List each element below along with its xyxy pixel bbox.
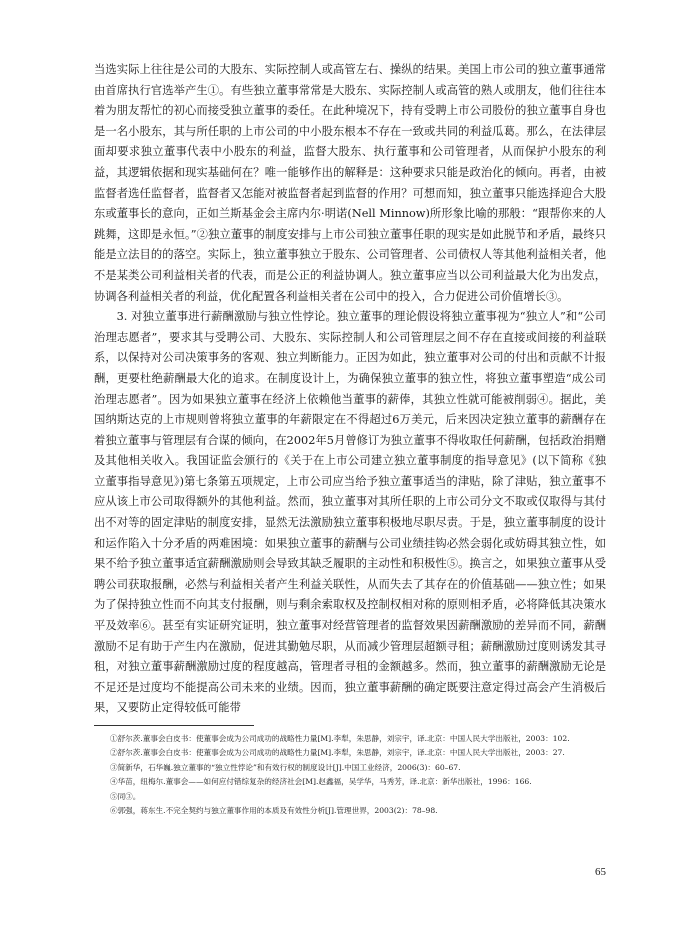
body-paragraph-2: 3. 对独立董事进行薪酬激励与独立性悖论。独立董事的理论假设将独立董事视为“独立人”和“公司治理志愿者”，要求其与受聘公司、大股东、实际控制人和公司管理层之间不存在直接或间接的利益联系，以保持对公司决策事务的客观、独立判断能力。正因为如此，独立董事对公司的付出和贡献不计报酬，更要杜绝薪酬最大化的追求。在制度设计上，为确保独立董事的独立性，将独立董事塑造“成公司治理志愿者”。因为如果独立董事在经济上依赖他当董事的薪俸，其独立性就可能被削弱④。据此，美国纳斯达克的上市规则曾将独立董事的年薪限定在不得超过6万美元，后来因决定独立董事的薪酬存在着独立董事与管理层有合谋的倾向，在2002年5月曾修订为独立董事不得收取任何薪酬，包括政治捐赠及其他相关收入。我国证监会颁行的《关于在上市公司建立独立董事制度的指导意见》(以下简称《独立董事指导意见》)第七条第五项规定，上市公司应当给予独立董事适当的津贴，除了津贴，独立董事不应从该上市公司取得额外的其他利益。然而，独立董事对其所任职的上市公司分文不取或仅取得与其付出不对等的固定津贴的制度安排，显然无法激励独立董事积极地尽职尽责。于是，独立董事制度的设计和运作陷入十分矛盾的两难困境：如果独立董事的薪酬与公司业绩挂钩必然会弱化或妨碍其独立性，如果不给予独立董事适宜薪酬激励则会导致其缺乏履职的主动性和积极性⑤。换言之，如果独立董事从受聘公司获取报酬，必然与利益相关者产生利益关联性，从而失去了其存在的价值基础——独立性；如果为了保持独立性而不向其支付报酬，则与剩余索取权及控制权相对称的原则相矛盾，必将降低其决策水平及效率⑥。甚至有实证研究证明，独立董事对经营管理者的监督效果因薪酬激励的差异而不同，薪酬激励不足有助于产生内在激励，促进其勤勉尽职，从而减少管理层超额寻租；薪酬激励过度则诱发其寻租，对独立董事薪酬激励过度的程度越高，管理者寻租的金额越多。然而，独立董事的薪酬激励无论是不足还是过度均不能提高公司未来的业绩。因而，独立董事薪酬的确定既要注意定得过高会产生消极后果，又要防止定得较低可能带 [94,310,606,715]
footnote-3: ③简新华，石华巍.独立董事的“独立性悖论”和有效行权的制度设计[J].中国工业经济，2006(3)：60–67. [110,762,461,772]
footnote-2: ②舒尔茨.董事会白皮书：使董事会成为公司成功的战略性力量[M].李犁，朱思静，刘宗宇，译.北京：中国人民大学出版社，2003：27. [110,748,565,758]
footnote-1: ①舒尔茨.董事会白皮书：使董事会成为公司成功的战略性力量[M].李犁，朱思静，刘宗宇，译.北京：中国人民大学出版社，2003：102. [110,734,570,743]
page-body [94,60,606,818]
page-number: 65 [595,866,606,878]
footnote-4: ④华苗，纽梅尔.董事会——如何应付错综复杂的经济社会[M].赵鑫福，吴学华，马秀芳，译.北京：新华出版社，1996：166. [110,777,532,787]
footnotes [94,732,606,818]
footnote-6: ⑥郭强，蒋东生.不完全契约与独立董事作用的本质及有效性分析[J].管理世界，2003(2)：78–98. [110,806,438,816]
footnote-5: ⑤同③。 [110,791,141,801]
body-paragraph-1: 当选实际上往往是公司的大股东、实际控制人或高管左右、操纵的结果。美国上市公司的独立董事通常由首席执行官选举产生①。有些独立董事常常是大股东、实际控制人或高管的熟人或朋友，他们往往本着为朋友帮忙的初心而接受独立董事的委任。在此种境况下，持有受聘上市公司股份的独立董事自身也是一名小股东，其与所任职的上市公司的中小股东根本不存在一致或共同的利益瓜葛。那么，在法律层面却要求独立董事代表中小股东的利益，监督大股东、执行董事和公司管理者，从而保护小股东的利益，其逻辑依据和现实基础何在？唯一能够作出的解释是：这种要求只能是政治化的倾向。再者，由被监督者选任监督者，监督者又怎能对被监督者起到监督的作用？可想而知，独立董事只能选择迎合大股东或董事长的意向，正如兰斯基金会主席内尔·明诺(Nell Minnow)所形象比喻的那般：“跟帮你来的人跳舞，这即是永恒。”②独立董事的制度安排与上市公司独立董事任职的现实是如此脱节和矛盾，最终只能是立法目的的落空。实际上，独立董事独立于股东、公司管理者、公司债权人等其他利益相关者，他不是某类公司利益相关者的代表，而是公正的利益协调人。独立董事应当以公司利益最大化为出发点，协调各利益相关者的利益，优化配置各利益相关者在公司中的投入，合力促进公司价值增长③。 [94,63,606,303]
footnote-divider [94,725,254,726]
